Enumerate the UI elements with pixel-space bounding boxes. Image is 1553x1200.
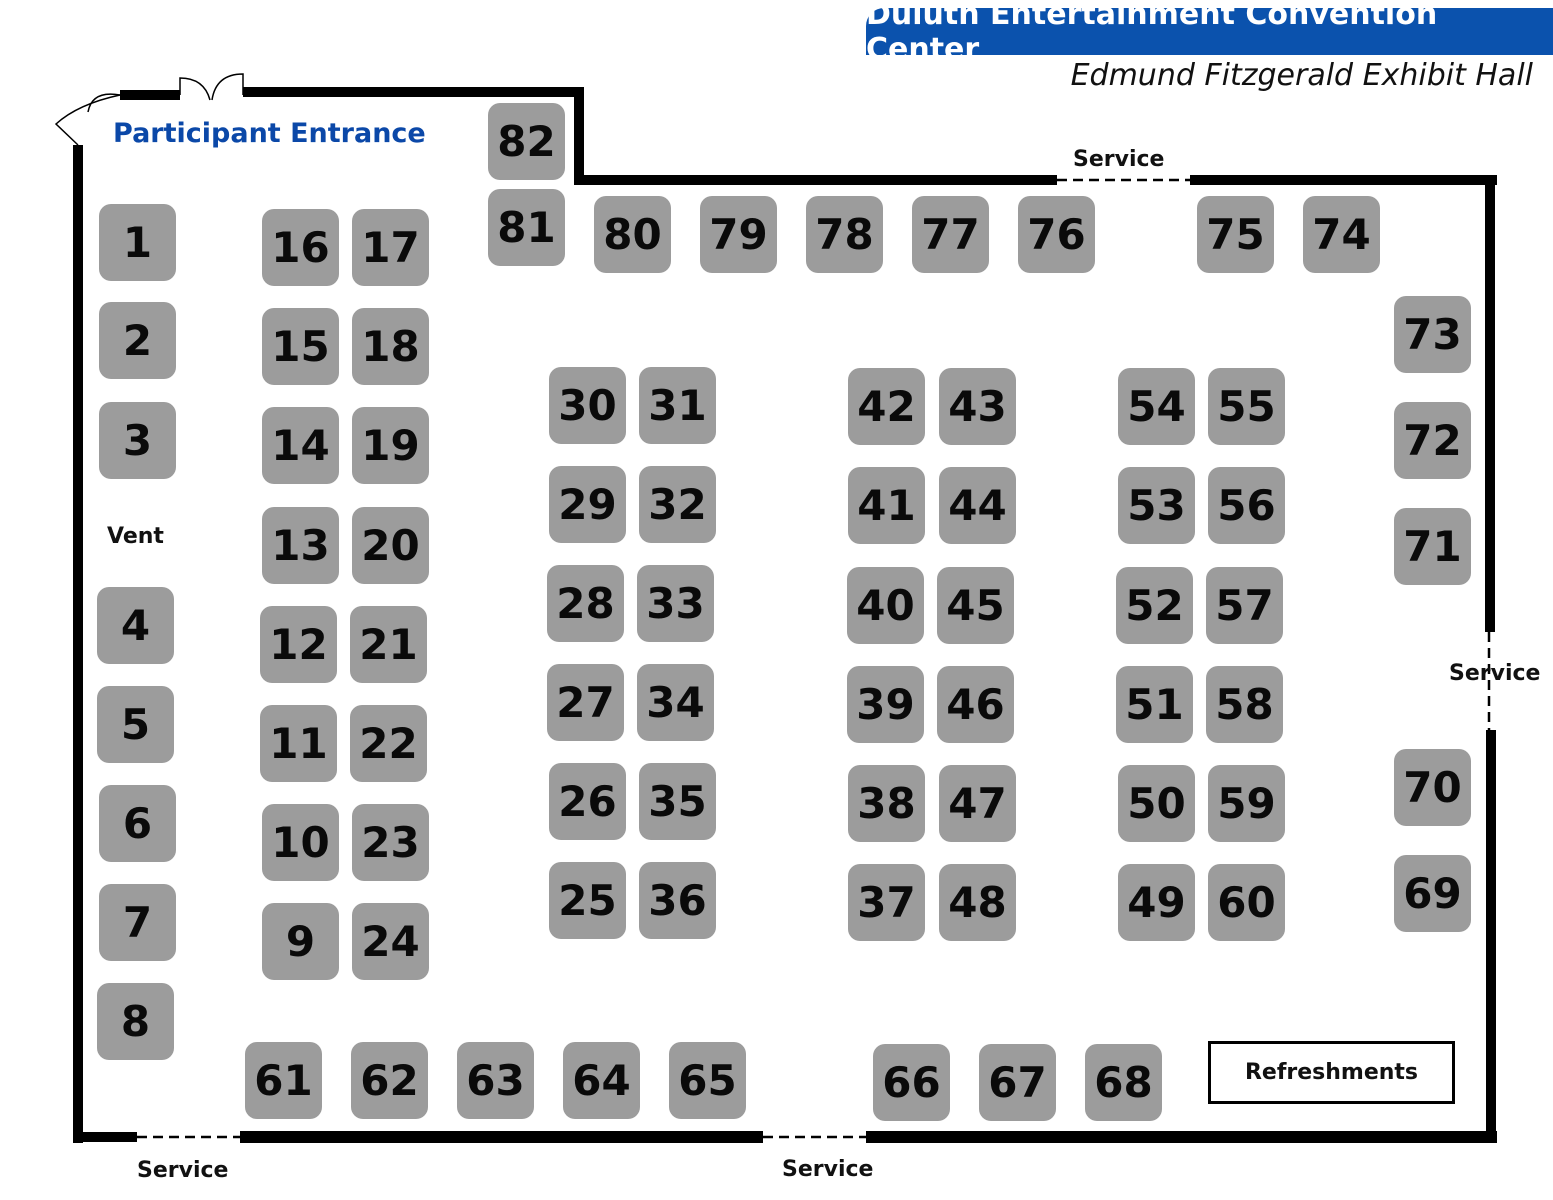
booth-12: 12 bbox=[260, 606, 337, 683]
booth-23: 23 bbox=[352, 804, 429, 881]
booth-34: 34 bbox=[637, 664, 714, 741]
booth-70: 70 bbox=[1394, 749, 1471, 826]
booth-41: 41 bbox=[848, 467, 925, 544]
booth-62: 62 bbox=[351, 1042, 428, 1119]
door-swing-left bbox=[56, 95, 120, 145]
booth-1: 1 bbox=[99, 204, 176, 281]
booth-55: 55 bbox=[1208, 368, 1285, 445]
booth-45: 45 bbox=[937, 567, 1014, 644]
vent-label: Vent bbox=[107, 524, 164, 549]
booth-42: 42 bbox=[848, 368, 925, 445]
booth-75: 75 bbox=[1197, 196, 1274, 273]
booth-14: 14 bbox=[262, 407, 339, 484]
booth-48: 48 bbox=[939, 864, 1016, 941]
booth-65: 65 bbox=[669, 1042, 746, 1119]
booth-19: 19 bbox=[352, 407, 429, 484]
booth-8: 8 bbox=[97, 983, 174, 1060]
booth-82: 82 bbox=[488, 103, 565, 180]
booth-54: 54 bbox=[1118, 368, 1195, 445]
booth-40: 40 bbox=[847, 567, 924, 644]
booth-51: 51 bbox=[1116, 666, 1193, 743]
booth-36: 36 bbox=[639, 862, 716, 939]
booth-66: 66 bbox=[873, 1044, 950, 1121]
booth-27: 27 bbox=[547, 664, 624, 741]
booth-61: 61 bbox=[245, 1042, 322, 1119]
booth-57: 57 bbox=[1206, 567, 1283, 644]
booth-4: 4 bbox=[97, 587, 174, 664]
booth-43: 43 bbox=[939, 368, 1016, 445]
booth-46: 46 bbox=[937, 666, 1014, 743]
booth-31: 31 bbox=[639, 367, 716, 444]
booth-49: 49 bbox=[1118, 864, 1195, 941]
booth-44: 44 bbox=[939, 467, 1016, 544]
booth-76: 76 bbox=[1018, 196, 1095, 273]
booth-30: 30 bbox=[549, 367, 626, 444]
booth-7: 7 bbox=[99, 884, 176, 961]
door-swing-top-1 bbox=[180, 78, 210, 100]
booth-20: 20 bbox=[352, 507, 429, 584]
service-label-right: Service bbox=[1449, 661, 1541, 686]
booth-67: 67 bbox=[979, 1044, 1056, 1121]
booth-60: 60 bbox=[1208, 864, 1285, 941]
hall-subtitle: Edmund Fitzgerald Exhibit Hall bbox=[1070, 58, 1533, 93]
booth-68: 68 bbox=[1085, 1044, 1162, 1121]
booth-16: 16 bbox=[262, 209, 339, 286]
booth-71: 71 bbox=[1394, 508, 1471, 585]
participant-entrance-label: Participant Entrance bbox=[113, 118, 426, 149]
booth-72: 72 bbox=[1394, 402, 1471, 479]
booth-18: 18 bbox=[352, 308, 429, 385]
booth-9: 9 bbox=[262, 903, 339, 980]
booth-26: 26 bbox=[549, 763, 626, 840]
booth-11: 11 bbox=[260, 705, 337, 782]
booth-74: 74 bbox=[1303, 196, 1380, 273]
booth-21: 21 bbox=[350, 606, 427, 683]
booth-2: 2 bbox=[99, 302, 176, 379]
booth-58: 58 bbox=[1206, 666, 1283, 743]
booth-13: 13 bbox=[262, 507, 339, 584]
booth-39: 39 bbox=[847, 666, 924, 743]
booth-25: 25 bbox=[549, 862, 626, 939]
booth-17: 17 bbox=[352, 209, 429, 286]
venue-title-banner bbox=[866, 0, 1553, 67]
refreshments-label: Refreshments bbox=[1244, 1060, 1419, 1085]
booth-63: 63 bbox=[457, 1042, 534, 1119]
booth-10: 10 bbox=[262, 804, 339, 881]
service-label-top: Service bbox=[1073, 147, 1165, 172]
booth-22: 22 bbox=[350, 705, 427, 782]
booth-32: 32 bbox=[639, 466, 716, 543]
booth-69: 69 bbox=[1394, 855, 1471, 932]
booth-15: 15 bbox=[262, 308, 339, 385]
booth-28: 28 bbox=[547, 565, 624, 642]
booth-35: 35 bbox=[639, 763, 716, 840]
booth-3: 3 bbox=[99, 402, 176, 479]
booth-64: 64 bbox=[563, 1042, 640, 1119]
booth-56: 56 bbox=[1208, 467, 1285, 544]
booth-6: 6 bbox=[99, 785, 176, 862]
booth-38: 38 bbox=[848, 765, 925, 842]
door-swing-top-2 bbox=[212, 74, 243, 100]
service-label-bottom-left: Service bbox=[137, 1158, 229, 1183]
booth-78: 78 bbox=[806, 196, 883, 273]
booth-81: 81 bbox=[488, 189, 565, 266]
booth-77: 77 bbox=[912, 196, 989, 273]
booth-53: 53 bbox=[1118, 467, 1195, 544]
booth-24: 24 bbox=[352, 903, 429, 980]
booth-73: 73 bbox=[1394, 296, 1471, 373]
booth-59: 59 bbox=[1208, 765, 1285, 842]
refreshments-area bbox=[1208, 1041, 1455, 1104]
booth-29: 29 bbox=[549, 466, 626, 543]
booth-47: 47 bbox=[939, 765, 1016, 842]
service-label-bottom-center: Service bbox=[782, 1157, 874, 1182]
booth-50: 50 bbox=[1118, 765, 1195, 842]
booth-79: 79 bbox=[700, 196, 777, 273]
booth-80: 80 bbox=[594, 196, 671, 273]
booth-33: 33 bbox=[637, 565, 714, 642]
venue-title: Duluth Entertainment Convention Center bbox=[866, 0, 1438, 67]
booth-5: 5 bbox=[97, 686, 174, 763]
booth-52: 52 bbox=[1116, 567, 1193, 644]
booth-37: 37 bbox=[848, 864, 925, 941]
